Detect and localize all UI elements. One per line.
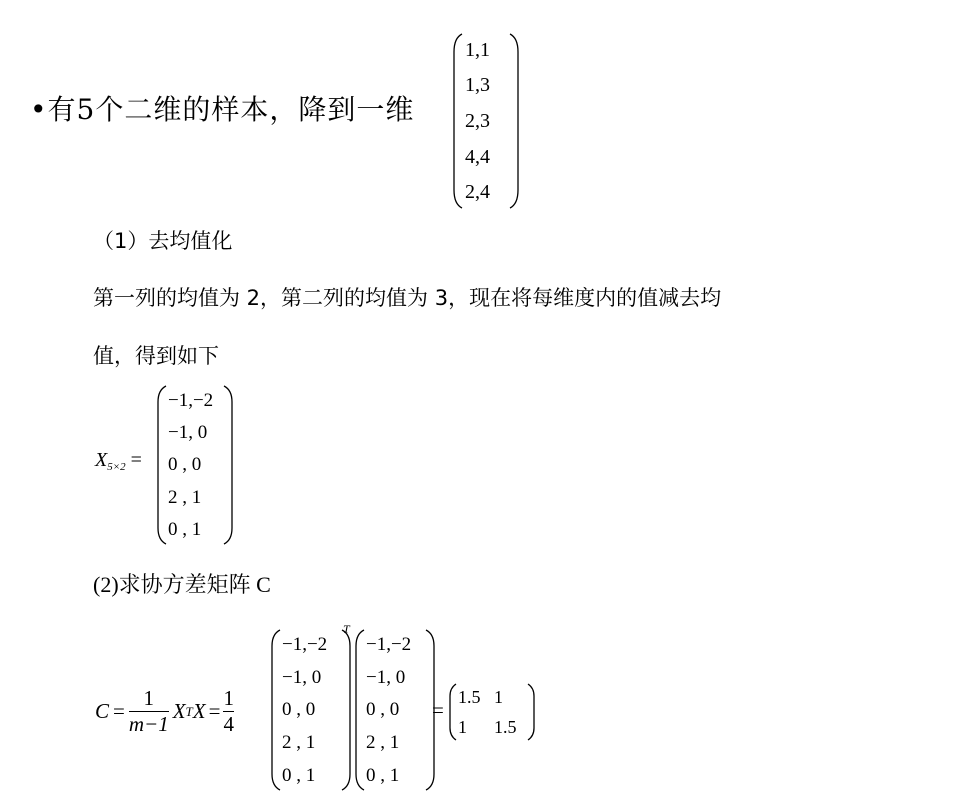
equals-sign: = bbox=[208, 699, 221, 723]
matrix-row: 0 , 0 bbox=[366, 699, 400, 721]
frac1-denominator: m−1 bbox=[128, 712, 169, 736]
result-row bbox=[458, 687, 526, 708]
matrix-row: 2,4 bbox=[465, 181, 490, 204]
matrix-row: 2 , 1 bbox=[282, 732, 316, 754]
right-paren-icon bbox=[526, 682, 536, 742]
heading-label: 有5个二维的样本，降到一维 bbox=[47, 93, 415, 126]
equals-sign: = bbox=[113, 699, 125, 723]
bullet: • bbox=[30, 93, 48, 126]
matrix-b bbox=[354, 628, 436, 792]
matrix-a-transposed bbox=[270, 628, 352, 792]
step2-title: (2)求协方差矩阵 C bbox=[93, 572, 271, 597]
step1-line1: 第一列的均值为 2，第二列的均值为 3，现在将每维度内的值减去均 bbox=[93, 286, 722, 310]
x-label bbox=[95, 449, 142, 473]
step1-title: （1）去均值化 bbox=[93, 229, 233, 253]
matrix-row: −1, 0 bbox=[282, 666, 322, 688]
matrix-row: 0 , 1 bbox=[168, 519, 202, 541]
right-paren-icon bbox=[222, 384, 234, 546]
heading-text bbox=[30, 88, 414, 128]
sample-matrix bbox=[452, 32, 520, 210]
right-paren-icon bbox=[340, 628, 352, 792]
left-paren-icon bbox=[354, 628, 366, 792]
matrix-row: 0 , 0 bbox=[282, 699, 316, 721]
c-symbol: C bbox=[95, 699, 110, 723]
matrix-row: −1, 0 bbox=[168, 422, 208, 444]
frac2-numerator: 1 bbox=[223, 686, 234, 710]
fraction-1-over-m-minus-1 bbox=[129, 686, 169, 737]
left-paren-icon bbox=[156, 384, 168, 546]
matrix-row: 2,3 bbox=[465, 109, 490, 132]
matrix-row: 2 , 1 bbox=[168, 486, 202, 508]
result-cell: 1 bbox=[494, 686, 503, 707]
sample-matrix-rows bbox=[464, 32, 508, 210]
matrix-b-rows bbox=[366, 628, 424, 792]
covariance-formula bbox=[95, 686, 234, 737]
centered-matrix-rows bbox=[168, 384, 222, 546]
transpose-sup: T bbox=[185, 703, 193, 719]
matrix-row: −1,−2 bbox=[366, 633, 412, 655]
left-paren-icon bbox=[448, 682, 458, 742]
result-cell: 1.5 bbox=[458, 686, 481, 707]
result-cell: 1 bbox=[458, 716, 467, 737]
result-rows bbox=[458, 682, 526, 742]
result-row bbox=[458, 717, 526, 738]
left-paren-icon bbox=[452, 32, 464, 210]
equals-sign: = bbox=[130, 449, 142, 471]
matrix-row: 0 , 0 bbox=[168, 454, 202, 476]
centered-matrix bbox=[156, 384, 234, 546]
frac1-numerator: 1 bbox=[143, 686, 155, 710]
transpose-mark: T bbox=[343, 622, 350, 636]
frac2-denominator: 4 bbox=[223, 712, 234, 736]
x-subscript: 5×2 bbox=[107, 461, 126, 473]
x-symbol: X bbox=[192, 699, 206, 723]
matrix-row: −1, 0 bbox=[366, 666, 406, 688]
matrix-row: 0 , 1 bbox=[366, 765, 400, 787]
result-cell: 1.5 bbox=[494, 716, 517, 737]
matrix-row: −1,−2 bbox=[168, 389, 214, 411]
xt-symbol: X bbox=[172, 699, 186, 723]
step1-line2: 值，得到如下 bbox=[93, 344, 219, 368]
x-symbol: X bbox=[95, 449, 108, 471]
matrix-a-rows bbox=[282, 628, 340, 792]
left-paren-icon bbox=[270, 628, 282, 792]
fraction-1-over-4 bbox=[223, 686, 234, 737]
covariance-result-matrix bbox=[448, 682, 536, 742]
matrix-row: 4,4 bbox=[465, 145, 490, 168]
matrix-row: 0 , 1 bbox=[282, 765, 316, 787]
matrix-row: −1,−2 bbox=[282, 633, 328, 655]
matrix-row: 2 , 1 bbox=[366, 732, 400, 754]
right-paren-icon bbox=[508, 32, 520, 210]
matrix-row: 1,1 bbox=[465, 38, 490, 61]
matrix-row: 1,3 bbox=[465, 74, 490, 97]
equals-sign: = bbox=[432, 698, 444, 722]
